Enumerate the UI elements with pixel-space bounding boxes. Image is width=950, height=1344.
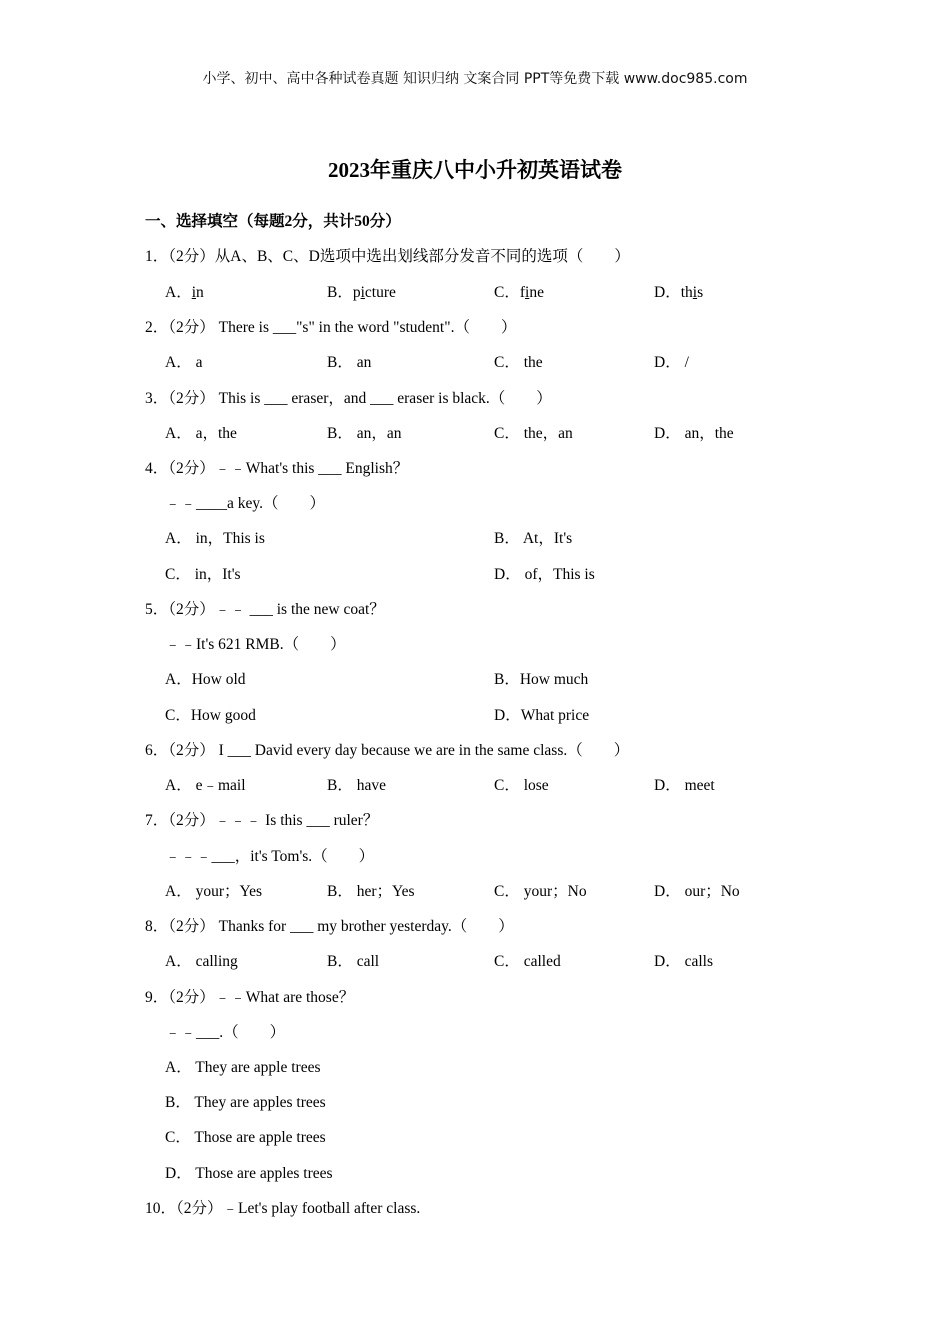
page-title: 2023年重庆八中小升初英语试卷 bbox=[328, 158, 622, 182]
question-1-stem: 1．（2分）从A、B、C、D选项中选出划线部分发音不同的选项（ ） bbox=[145, 248, 630, 265]
q2-option-a[interactable]: A． a bbox=[165, 354, 203, 371]
q1-option-a-underlined: i bbox=[191, 284, 197, 301]
q7-option-d[interactable]: D． our；No bbox=[654, 883, 740, 900]
q6-option-a[interactable]: A． e﹣mail bbox=[165, 777, 246, 794]
q3-option-b[interactable]: B． an，an bbox=[327, 425, 402, 442]
q4-option-b[interactable]: B． At，It's bbox=[494, 530, 573, 547]
q1-option-d[interactable] bbox=[654, 280, 703, 302]
q1-option-a[interactable] bbox=[165, 280, 204, 302]
q5-option-a[interactable]: A．How old bbox=[165, 671, 246, 688]
q1-option-d-suffix: s bbox=[697, 284, 704, 301]
q1-option-c-underlined: i bbox=[525, 284, 530, 301]
question-9-line2: ﹣﹣___.（ ） bbox=[165, 1024, 286, 1041]
q2-option-b[interactable]: B． an bbox=[327, 354, 372, 371]
q1-option-d-prefix: D．th bbox=[654, 284, 693, 301]
question-2-stem: 2．（2分） There is ___"s" in the word "student".（ ） bbox=[145, 319, 517, 336]
q7-option-c[interactable]: C． your；No bbox=[494, 883, 587, 900]
q1-option-b-suffix: cture bbox=[364, 284, 396, 301]
q8-option-d[interactable]: D． calls bbox=[654, 953, 713, 970]
question-3-stem: 3．（2分） This is ___ eraser，and ___ eraser is black.（ ） bbox=[145, 390, 552, 407]
q9-option-a[interactable]: A． They are apple trees bbox=[165, 1059, 321, 1076]
page-header: 小学、初中、高中各种试卷真题 知识归纳 文案合同 PPT等免费下载 www.doc985.com bbox=[202, 71, 748, 87]
question-9-stem: 9．（2分）﹣﹣What are those？ bbox=[145, 989, 355, 1006]
q4-option-c[interactable]: C． in，It's bbox=[165, 566, 241, 583]
q1-option-b[interactable] bbox=[327, 280, 396, 302]
q5-option-d[interactable]: D．What price bbox=[494, 707, 590, 724]
q6-option-b[interactable]: B． have bbox=[327, 777, 386, 794]
question-4-stem: 4．（2分）﹣﹣What's this ___ English？ bbox=[145, 460, 409, 477]
section-heading: 一、选择填空（每题2分，共计50分） bbox=[145, 213, 401, 230]
q5-option-b[interactable]: B．How much bbox=[494, 671, 589, 688]
q6-option-c[interactable]: C． lose bbox=[494, 777, 549, 794]
q1-option-c-prefix: C．f bbox=[494, 284, 526, 301]
q7-option-b[interactable]: B． her；Yes bbox=[327, 883, 415, 900]
q3-option-a[interactable]: A． a，the bbox=[165, 425, 237, 442]
q2-option-d[interactable]: D． / bbox=[654, 354, 689, 371]
q8-option-a[interactable]: A． calling bbox=[165, 953, 238, 970]
question-7-stem: 7．（2分）﹣﹣﹣ Is this ___ ruler？ bbox=[145, 812, 379, 829]
q3-option-c[interactable]: C． the，an bbox=[494, 425, 573, 442]
q5-option-c[interactable]: C．How good bbox=[165, 707, 256, 724]
q8-option-c[interactable]: C． called bbox=[494, 953, 561, 970]
question-5-stem: 5．（2分）﹣﹣ ___ is the new coat？ bbox=[145, 601, 385, 618]
q4-option-d[interactable]: D． of，This is bbox=[494, 566, 595, 583]
question-10-stem: 10．（2分）﹣Let's play football after class. bbox=[145, 1200, 421, 1217]
q1-option-a-suffix: n bbox=[196, 284, 204, 301]
q1-option-b-prefix: B．p bbox=[327, 284, 361, 301]
q1-option-c[interactable] bbox=[494, 280, 544, 302]
q1-option-b-underlined: i bbox=[360, 284, 365, 301]
q2-option-c[interactable]: C． the bbox=[494, 354, 543, 371]
q1-option-d-underlined: i bbox=[692, 284, 698, 301]
question-4-line2: ﹣﹣____a key.（ ） bbox=[165, 495, 326, 512]
question-5-line2: ﹣﹣It's 621 RMB.（ ） bbox=[165, 636, 346, 653]
q9-option-c[interactable]: C． Those are apple trees bbox=[165, 1129, 326, 1146]
q1-option-c-suffix: ne bbox=[529, 284, 544, 301]
question-6-stem: 6．（2分） I ___ David every day because we are in the same class.（ ） bbox=[145, 742, 630, 759]
q6-option-d[interactable]: D． meet bbox=[654, 777, 715, 794]
question-7-line2: ﹣﹣﹣___，it's Tom's.（ ） bbox=[165, 848, 375, 865]
q3-option-d[interactable]: D． an，the bbox=[654, 425, 734, 442]
question-8-stem: 8．（2分） Thanks for ___ my brother yesterday.（ ） bbox=[145, 918, 514, 935]
q4-option-a[interactable]: A． in，This is bbox=[165, 530, 265, 547]
q9-option-b[interactable]: B． They are apples trees bbox=[165, 1094, 326, 1111]
q8-option-b[interactable]: B． call bbox=[327, 953, 380, 970]
q9-option-d[interactable]: D． Those are apples trees bbox=[165, 1165, 333, 1182]
q7-option-a[interactable]: A． your；Yes bbox=[165, 883, 263, 900]
q1-option-a-prefix: A． bbox=[165, 284, 192, 301]
